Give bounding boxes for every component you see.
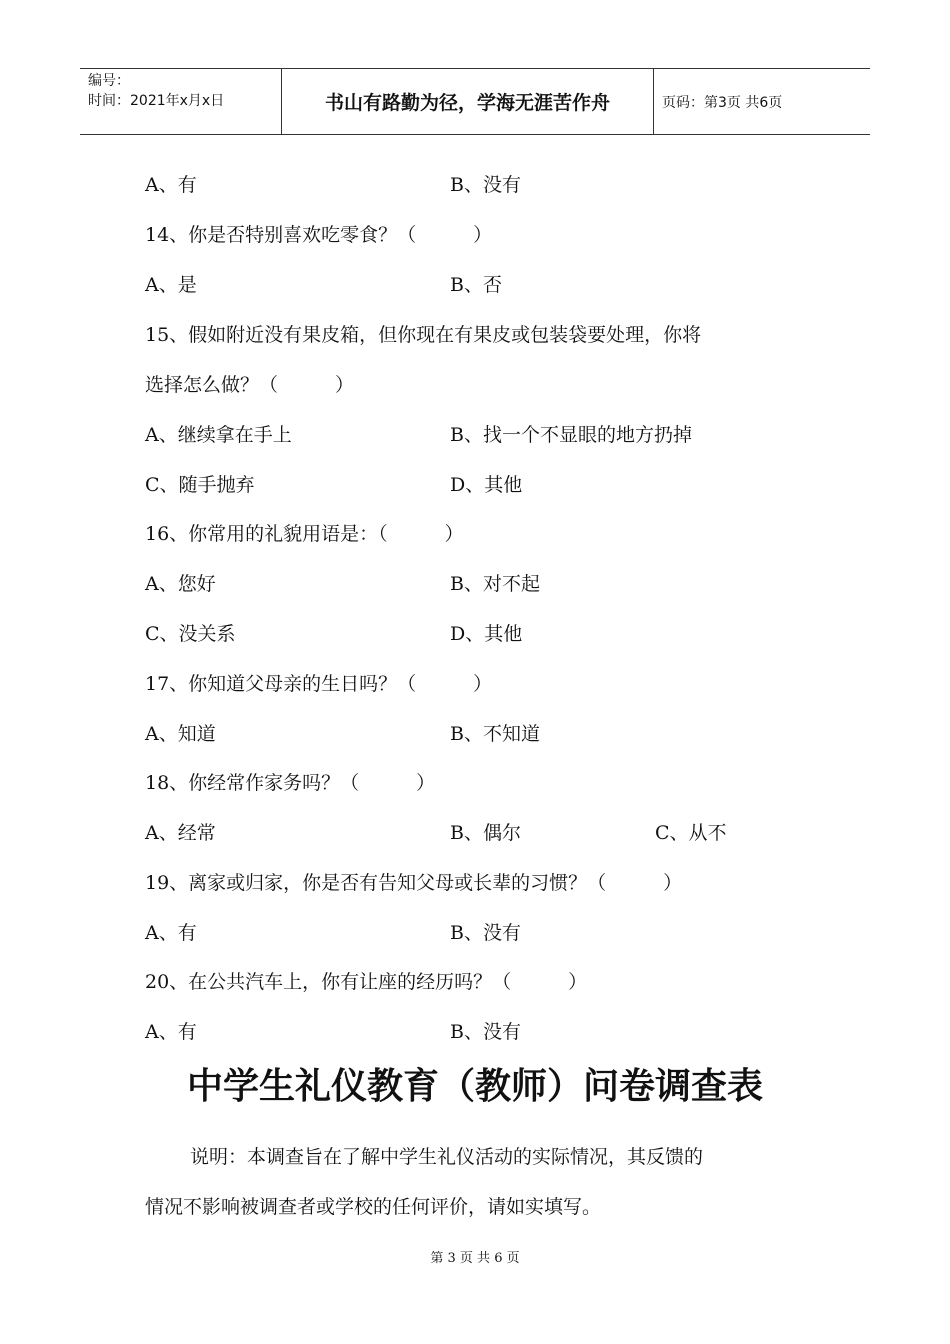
q15-option-d: D、其他 — [450, 474, 523, 496]
q16-option-b: B、对不起 — [450, 573, 540, 595]
q18-option-c: C、从不 — [655, 822, 727, 844]
q19-option-b: B、没有 — [450, 922, 521, 944]
q20-option-b: B、没有 — [450, 1021, 521, 1043]
q15-option-b: B、找一个不显眼的地方扔掉 — [450, 424, 692, 446]
q13-option-b: B、没有 — [450, 174, 521, 196]
q15-text-line2: 选择怎么做？（ ） — [145, 374, 355, 396]
q14-option-a: A、是 — [145, 274, 197, 296]
q16-option-c: C、没关系 — [145, 623, 236, 645]
q14-text: 14、你是否特别喜欢吃零食？（ ） — [145, 224, 493, 246]
q16-option-d: D、其他 — [450, 623, 523, 645]
q15-text-line1: 15、假如附近没有果皮箱，但你现在有果皮或包装袋要处理，你将 — [145, 324, 702, 346]
q15-option-c: C、随手抛弃 — [145, 474, 255, 496]
q18-option-a: A、经常 — [145, 822, 216, 844]
q19-option-a: A、有 — [145, 922, 197, 944]
header-left-cell — [80, 69, 282, 134]
q17-option-b: B、不知道 — [450, 723, 540, 745]
section-title: 中学生礼仪教育（教师）问卷调查表 — [186, 1066, 763, 1107]
date-label: 时间：2021年x月x日 — [88, 93, 225, 109]
q13-option-a: A、有 — [145, 174, 197, 196]
q16-text: 16、你常用的礼貌用语是：（ ） — [145, 523, 464, 545]
q14-option-b: B、否 — [450, 274, 502, 296]
page-footer: 第 3 页 共 6 页 — [430, 1251, 520, 1266]
header-page-info: 页码：第3页 共6页 — [662, 94, 783, 111]
section-desc-line1: 说明：本调查旨在了解中学生礼仪活动的实际情况，其反馈的 — [190, 1146, 704, 1168]
header-motto: 书山有路勤为径，学海无涯苦作舟 — [282, 69, 654, 134]
number-label: 编号： — [88, 73, 130, 89]
page-header — [80, 68, 870, 135]
section-desc-line2: 情况不影响被调查者或学校的任何评价，请如实填写。 — [145, 1196, 602, 1218]
q18-text: 18、你经常作家务吗？（ ） — [145, 772, 436, 794]
q18-option-b: B、偶尔 — [450, 822, 521, 844]
q17-option-a: A、知道 — [145, 723, 216, 745]
q17-text: 17、你知道父母亲的生日吗？（ ） — [145, 673, 493, 695]
q16-option-a: A、您好 — [145, 573, 216, 595]
q20-option-a: A、有 — [145, 1021, 197, 1043]
q15-option-a: A、继续拿在手上 — [145, 424, 292, 446]
q19-text: 19、离家或归家，你是否有告知父母或长辈的习惯？（ ） — [145, 872, 683, 894]
q20-text: 20、在公共汽车上，你有让座的经历吗？（ ） — [145, 971, 588, 993]
